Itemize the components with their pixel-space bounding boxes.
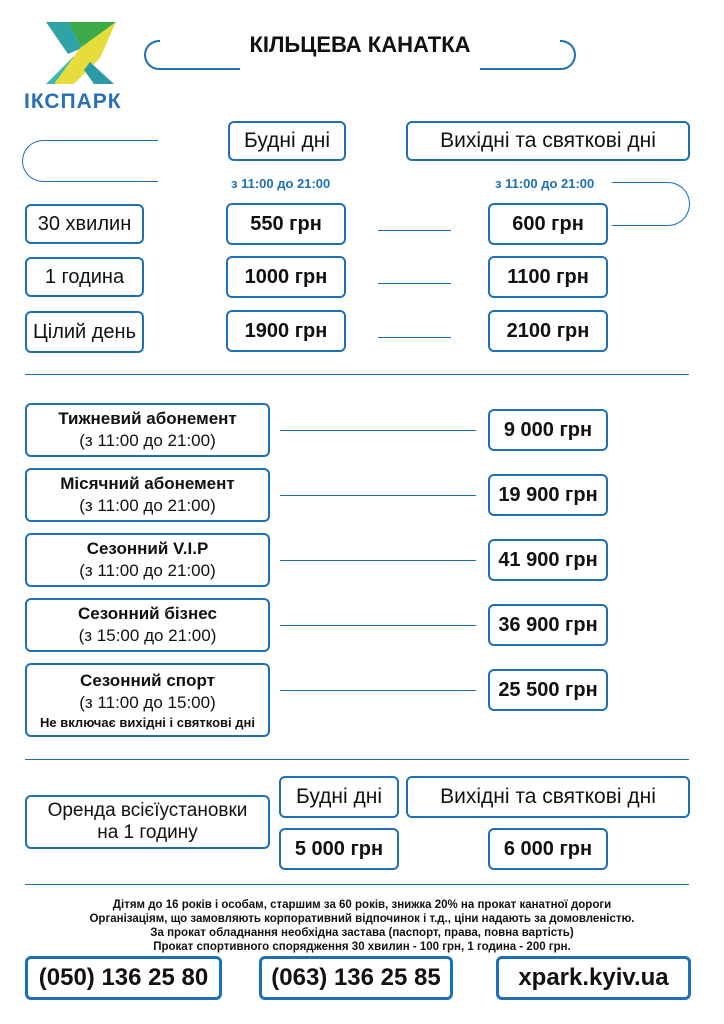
- row-connector: [378, 337, 451, 338]
- row-connector: [280, 430, 476, 431]
- duration-label: Цілий день: [25, 311, 144, 353]
- phone-1[interactable]: (050) 136 25 80: [25, 956, 222, 1000]
- pass-price: 25 500 грн: [488, 669, 608, 711]
- duration-weekend-price: 2100 грн: [488, 310, 608, 352]
- pass-label: Сезонний спорт (з 11:00 до 15:00) Не включає вихідні і святкові дні: [25, 663, 270, 737]
- weekdays-header: [228, 121, 346, 161]
- rental-weekdays-header: Будні дні: [279, 776, 399, 818]
- duration-weekday-price: 1000 грн: [226, 256, 346, 298]
- duration-weekday-price: 550 грн: [226, 203, 346, 245]
- row-connector: [378, 283, 451, 284]
- duration-label: 30 хвилин: [25, 204, 144, 244]
- pass-price: 36 900 грн: [488, 604, 608, 646]
- weekends-header: [406, 121, 690, 161]
- row-connector: [280, 625, 476, 626]
- weekends-header-label: Вихідні та святкові дні: [440, 129, 656, 152]
- section-divider: [25, 374, 689, 375]
- pass-label: Сезонний V.I.P (з 11:00 до 21:00): [25, 533, 270, 587]
- pass-label: Місячний абонемент (з 11:00 до 21:00): [25, 468, 270, 522]
- duration-weekend-price: 600 грн: [488, 203, 608, 245]
- note-line: Організаціям, що замовляють корпоративний відпочинок і т.д., ціни надають за домовленістю.: [89, 913, 635, 925]
- rental-weekend-price: 6 000 грн: [488, 828, 608, 870]
- note-line: Дітям до 16 років і особам, старшим за 60 років, знижка 20% на прокат канатної дороги: [112, 899, 612, 911]
- footer-notes: [40, 898, 684, 954]
- decor-arc-right: [612, 182, 690, 226]
- pass-price: 9 000 грн: [488, 409, 608, 451]
- decor-arc-left: [22, 140, 158, 182]
- rental-weekday-price: 5 000 грн: [279, 828, 399, 870]
- phone-2[interactable]: (063) 136 25 85: [259, 956, 453, 1000]
- weekends-hours: з 11:00 до 21:00: [495, 176, 595, 191]
- pass-price: 19 900 грн: [488, 474, 608, 516]
- note-line: За прокат обладнання необхідна застава (паспорт, права, повна вартість): [150, 927, 574, 939]
- row-connector: [378, 230, 451, 231]
- pass-label: Сезонний бізнес (з 15:00 до 21:00): [25, 598, 270, 652]
- section-divider: [25, 759, 689, 760]
- duration-weekday-price: 1900 грн: [226, 310, 346, 352]
- weekdays-header-label: Будні дні: [244, 129, 330, 152]
- duration-label: 1 година: [25, 257, 144, 297]
- brand-name: ІКСПАРК: [24, 90, 122, 113]
- page-title: КІЛЬЦЕВА КАНАТКА: [160, 32, 560, 58]
- row-connector: [280, 690, 476, 691]
- section-divider: [25, 884, 689, 885]
- pass-price: 41 900 грн: [488, 539, 608, 581]
- rental-weekends-header: Вихідні та святкові дні: [406, 776, 690, 818]
- duration-weekend-price: 1100 грн: [488, 256, 608, 298]
- website-link[interactable]: xpark.kyiv.ua: [496, 956, 691, 1000]
- weekdays-hours: з 11:00 до 21:00: [231, 176, 331, 191]
- logo: [18, 18, 148, 118]
- rental-label: Оренда всієїустановки на 1 годину: [25, 795, 270, 849]
- row-connector: [280, 495, 476, 496]
- row-connector: [280, 560, 476, 561]
- pass-label: Тижневий абонемент (з 11:00 до 21:00): [25, 403, 270, 457]
- note-line: Прокат спортивного спорядження 30 хвилин - 100 грн, 1 година - 200 грн.: [153, 941, 571, 953]
- logo-mark-icon: [18, 18, 148, 90]
